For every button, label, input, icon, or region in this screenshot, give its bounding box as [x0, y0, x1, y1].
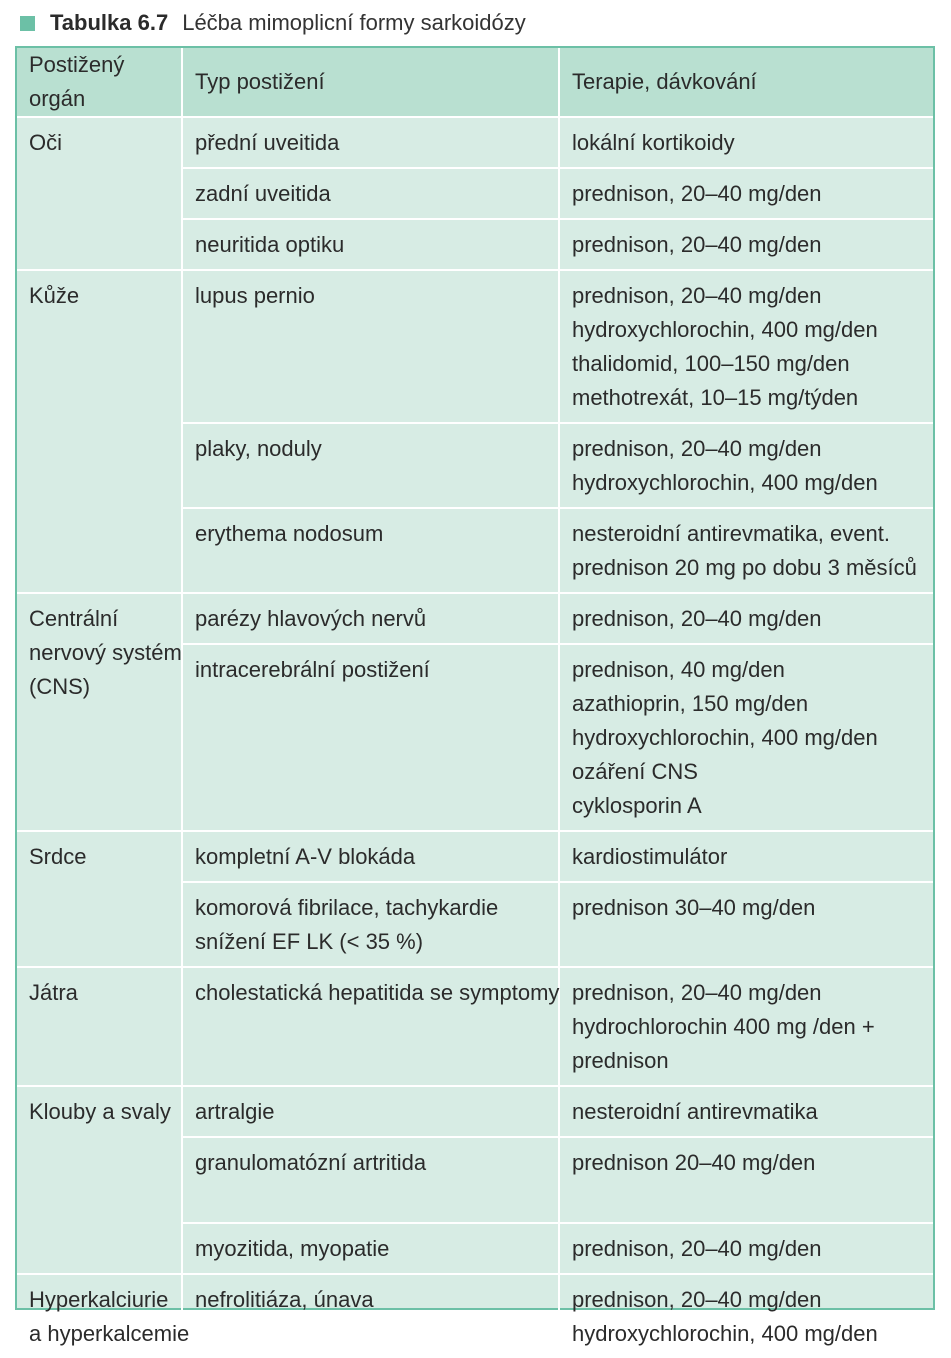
- table-row: [17, 1086, 933, 1137]
- organ-text: nervový systém: [29, 640, 182, 665]
- therapy-text: kardiostimulátor: [572, 844, 728, 869]
- organ-cell: [17, 270, 182, 593]
- type-text: myozitida, myopatie: [195, 1236, 390, 1261]
- organ-text: Klouby a svaly: [29, 1099, 171, 1124]
- type-cell: [182, 593, 559, 644]
- type-text: parézy hlavových nervů: [195, 606, 427, 631]
- type-text: erythema nodosum: [195, 521, 384, 546]
- caption-number: Tabulka 6.7: [50, 10, 169, 35]
- organ-text: a hyperkalcemie: [29, 1321, 190, 1346]
- caption-square-icon: [20, 16, 35, 31]
- therapy-text: cyklosporin A: [572, 793, 702, 818]
- therapy-text: prednison, 20–40 mg/den: [572, 283, 822, 308]
- therapy-text: thalidomid, 100–150 mg/den: [572, 351, 850, 376]
- therapy-cell: [559, 423, 933, 508]
- type-text: granulomatózní artritida: [195, 1150, 427, 1175]
- organ-text: Srdce: [29, 844, 87, 869]
- table-header-row: [17, 48, 933, 117]
- table-row: [17, 1274, 933, 1358]
- therapy-text: azathioprin, 150 mg/den: [572, 691, 809, 716]
- therapy-cell: [559, 1137, 933, 1223]
- table-row: [17, 831, 933, 882]
- therapy-table-container: [15, 46, 935, 1346]
- therapy-cell: [559, 1274, 933, 1358]
- therapy-cell: [559, 967, 933, 1086]
- caption-title: Léčba mimoplicní formy sarkoidózy: [182, 10, 526, 35]
- therapy-text: hydrochlorochin 400 mg /den +: [572, 1014, 875, 1039]
- type-cell: [182, 117, 559, 168]
- organ-cell: [17, 1086, 182, 1274]
- type-cell: [182, 967, 559, 1086]
- type-cell: [182, 423, 559, 508]
- organ-text: Kůže: [29, 283, 80, 308]
- organ-text: Hyperkalciurie: [29, 1287, 169, 1312]
- type-text: přední uveitida: [195, 130, 340, 155]
- type-text: neuritida optiku: [195, 232, 345, 257]
- organ-text: Oči: [29, 130, 62, 155]
- therapy-text: lokální kortikoidy: [572, 130, 735, 155]
- therapy-text: hydroxychlorochin, 400 mg/den: [572, 470, 878, 495]
- organ-text: Centrální: [29, 606, 119, 631]
- type-cell: [182, 219, 559, 270]
- type-text: cholestatická hepatitida se symptomy: [195, 980, 560, 1005]
- table-row: [17, 270, 933, 423]
- organ-cell: [17, 1274, 190, 1358]
- type-cell: [182, 1274, 559, 1358]
- therapy-text: prednison 20 mg po dobu 3 měsíců: [572, 555, 917, 580]
- therapy-cell: [559, 270, 933, 423]
- type-text: lupus pernio: [195, 283, 315, 308]
- therapy-text: prednison, 20–40 mg/den: [572, 436, 822, 461]
- organ-cell: [17, 831, 182, 967]
- therapy-text: methotrexát, 10–15 mg/týden: [572, 385, 859, 410]
- type-cell: [182, 1086, 559, 1137]
- therapy-text: prednison 30–40 mg/den: [572, 895, 816, 920]
- therapy-text: prednison 20–40 mg/den: [572, 1150, 816, 1175]
- type-text: nefrolitiáza, únava: [195, 1287, 374, 1312]
- therapy-cell: [559, 831, 933, 882]
- therapy-text: nesteroidní antirevmatika: [572, 1099, 818, 1124]
- type-cell: [182, 831, 559, 882]
- table-row: [17, 593, 933, 644]
- therapy-text: hydroxychlorochin, 400 mg/den: [572, 1321, 878, 1346]
- therapy-text: ozáření CNS: [572, 759, 698, 784]
- type-cell: [182, 1137, 559, 1223]
- therapy-cell: [559, 593, 933, 644]
- organ-cell: [17, 967, 182, 1086]
- type-text: zadní uveitida: [195, 181, 331, 206]
- table-row: [17, 117, 933, 168]
- table-caption: [20, 8, 526, 38]
- organ-text: Játra: [29, 980, 78, 1005]
- type-cell: [182, 168, 559, 219]
- therapy-cell: [559, 117, 933, 168]
- therapy-text: prednison, 20–40 mg/den: [572, 181, 822, 206]
- therapy-cell: [559, 1223, 933, 1274]
- therapy-text: nesteroidní antirevmatika, event.: [572, 521, 890, 546]
- therapy-cell: [559, 882, 933, 967]
- organ-text: (CNS): [29, 674, 91, 699]
- type-text: komorová fibrilace, tachykardie: [195, 895, 499, 920]
- type-cell: [182, 882, 559, 967]
- therapy-cell: [559, 1086, 933, 1137]
- type-text: intracerebrální postižení: [195, 657, 430, 682]
- type-cell: [182, 508, 559, 593]
- therapy-text: prednison, 40 mg/den: [572, 657, 785, 682]
- header-type: Typ postižení: [182, 48, 559, 117]
- type-cell: [182, 1223, 559, 1274]
- type-text: kompletní A-V blokáda: [195, 844, 416, 869]
- therapy-text: hydroxychlorochin, 400 mg/den: [572, 725, 878, 750]
- organ-cell: [17, 593, 182, 831]
- therapy-table: [17, 48, 933, 1358]
- therapy-text: prednison, 20–40 mg/den: [572, 232, 822, 257]
- type-text: artralgie: [195, 1099, 275, 1124]
- type-text: snížení EF LK (< 35 %): [195, 929, 424, 954]
- organ-cell: [17, 117, 182, 270]
- header-organ: Postižený orgán: [17, 48, 182, 117]
- table-row: [17, 967, 933, 1086]
- type-cell: [182, 270, 559, 423]
- therapy-text: prednison, 20–40 mg/den: [572, 1287, 822, 1312]
- therapy-cell: [559, 168, 933, 219]
- therapy-text: prednison: [572, 1048, 669, 1073]
- therapy-text: prednison, 20–40 mg/den: [572, 606, 822, 631]
- therapy-text: prednison, 20–40 mg/den: [572, 980, 822, 1005]
- table-body: [17, 117, 933, 1358]
- header-therapy: Terapie, dávkování: [559, 48, 933, 117]
- type-cell: [182, 644, 559, 831]
- therapy-cell: [559, 508, 933, 593]
- therapy-cell: [559, 219, 933, 270]
- type-text: plaky, noduly: [195, 436, 322, 461]
- therapy-text: hydroxychlorochin, 400 mg/den: [572, 317, 878, 342]
- therapy-cell: [559, 644, 933, 831]
- therapy-text: prednison, 20–40 mg/den: [572, 1236, 822, 1261]
